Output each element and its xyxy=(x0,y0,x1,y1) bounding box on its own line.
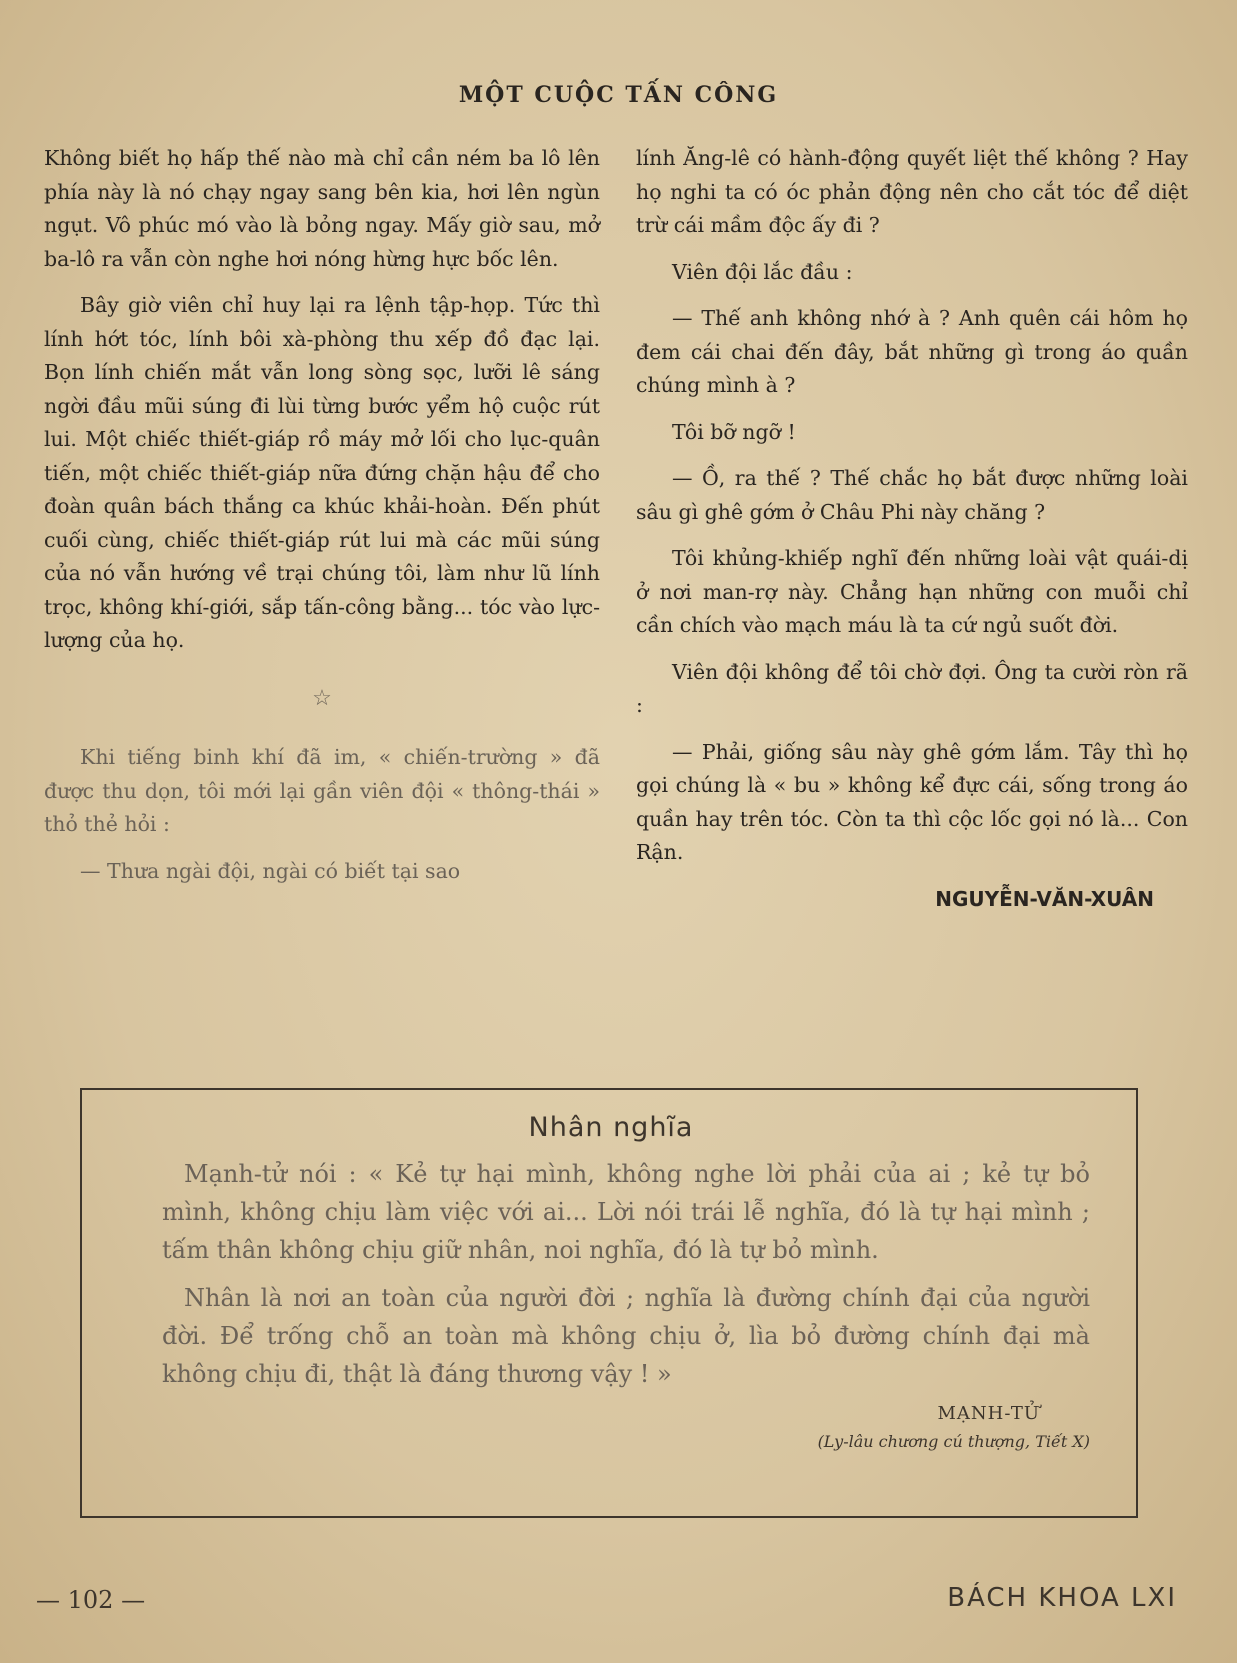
box-title: Nhân nghĩa xyxy=(528,1112,694,1143)
right-paragraph-7: Viên đội không để tôi chờ đợi. Ông ta cười ròn rã : xyxy=(636,659,1188,717)
box-paragraph-1: Mạnh-tử nói : « Kẻ tự hại mình, không nghe lời phải của ai ; kẻ tự bỏ mình, không chịu làm việc với ai... Lời nói trái lễ nghĩa, đó là tự hại mình ; tấm thân không chịu giữ nhân, noi nghĩa, đó là tự bỏ mình. xyxy=(162,1160,1090,1264)
left-paragraph-3: Khi tiếng binh khí đã im, « chiến-trường » đã được thu dọn, tôi mới lại gần viên đội « thông-thái » thỏ thẻ hỏi : xyxy=(44,745,600,836)
quote-box xyxy=(80,1088,1138,1518)
right-paragraph-3: — Thế anh không nhớ à ? Anh quên cái hôm họ đem cái chai đến đây, bắt những gì trong áo quần chúng mình à ? xyxy=(636,306,1188,397)
right-paragraph-5: — Ồ, ra thế ? Thế chắc họ bắt được những loài sâu gì ghê gớm ở Châu Phi này chăng ? xyxy=(636,466,1188,524)
running-title: MỘT CUỘC TẤN CÔNG xyxy=(458,82,779,108)
left-paragraph-1: Không biết họ hấp thế nào mà chỉ cần ném ba lô lên phía này là nó chạy ngay sang bên kia, hơi lên ngùn ngụt. Vô phúc mó vào là bỏng ngay. Mấy giờ sau, mở ba-lô ra vẫn còn nghe hơi nóng hừng hực bốc lên. xyxy=(44,146,600,271)
right-column xyxy=(636,142,1188,916)
left-paragraph-4: — Thưa ngài đội, ngài có biết tại sao xyxy=(80,858,461,883)
publication-name: BÁCH KHOA LXI xyxy=(947,1583,1177,1613)
author-signature: NGUYỄN-VĂN-XUÂN xyxy=(935,886,1154,911)
section-divider-star: ☆ xyxy=(312,685,332,711)
left-paragraph-2: Bây giờ viên chỉ huy lại ra lệnh tập-họp. Tức thì lính hớt tóc, lính bôi xà-phòng thu xếp đồ đạc lại. Bọn lính chiến mắt vẫn long sòng sọc, lưỡi lê sáng ngời đầu mũi súng đi lùi từng bước yểm hộ cuộc rút lui. Một chiếc thiết-giáp rồ máy mở lối cho lục-quân tiến, một chiếc thiết-giáp nữa đứng chặn hậu để cho đoàn quân bách thắng ca khúc khải-hoàn. Đến phút cuối cùng, chiếc thiết-giáp rút lui mà các mũi súng của nó vẫn hướng về trại chúng tôi, làm như lũ lính trọc, không khí-giới, sắp tấn-công bằng... tóc vào lực-lượng của họ. xyxy=(44,293,600,652)
box-source: (Ly-lâu chương cú thượng, Tiết X) xyxy=(817,1432,1090,1451)
right-paragraph-8: — Phải, giống sâu này ghê gớm lắm. Tây thì họ gọi chúng là « bu » không kể đực cái, sống trong áo quần hay trên tóc. Còn ta thì cộc lốc gọi nó là... Con Rận. xyxy=(636,739,1188,864)
right-paragraph-6: Tôi khủng-khiếp nghĩ đến những loài vật quái-dị ở nơi man-rợ này. Chẳng hạn những con muỗi chỉ cần chích vào mạch máu là ta cứ ngủ suốt đời. xyxy=(636,546,1188,637)
page-number: — 102 — xyxy=(36,1586,146,1614)
left-column xyxy=(44,142,600,901)
box-author: MẠNH-TỬ xyxy=(937,1403,1040,1424)
right-paragraph-2: Viên đội lắc đầu : xyxy=(672,259,853,284)
right-paragraph-1: lính Ăng-lê có hành-động quyết liệt thế không ? Hay họ nghi ta có óc phản động nên cho cắt tóc để diệt trừ cái mầm độc ấy đi ? xyxy=(636,146,1188,237)
box-paragraph-2: Nhân là nơi an toàn của người đời ; nghĩa là đường chính đại của người đời. Để trống chỗ an toàn mà không chịu ở, lìa bỏ đường chính đại mà không chịu đi, thật là đáng thương vậy ! » xyxy=(162,1284,1090,1388)
right-paragraph-4: Tôi bỡ ngỡ ! xyxy=(672,419,796,444)
